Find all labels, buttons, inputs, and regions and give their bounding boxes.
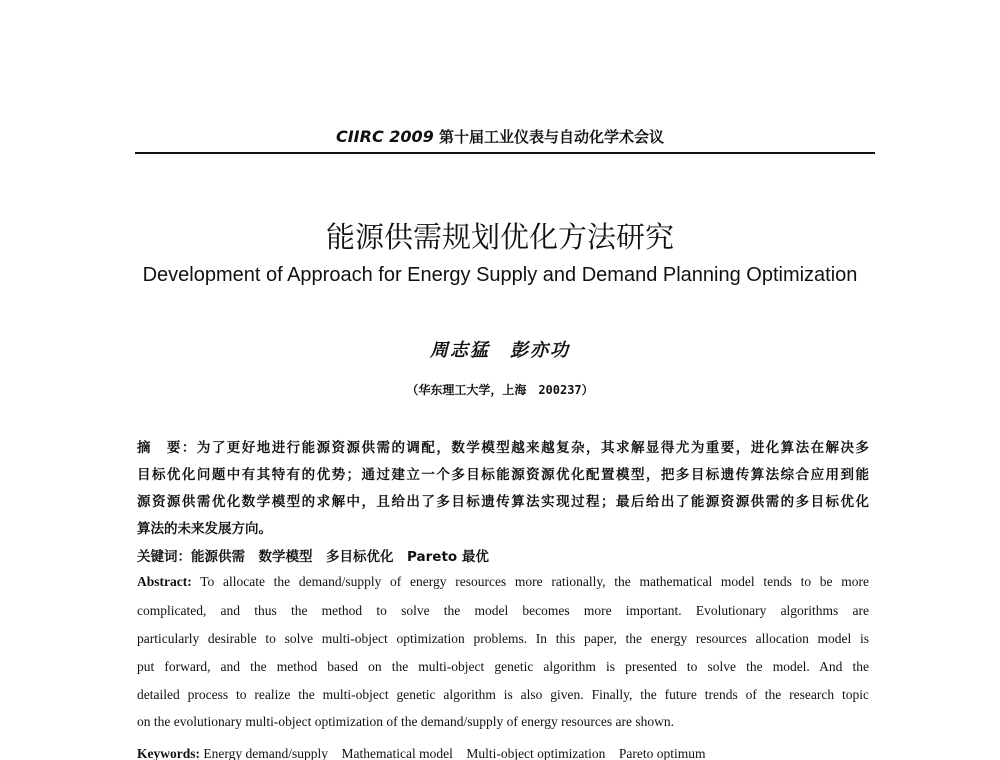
abstract-cn-line: 源资源供需优化数学模型的求解中，且给出了多目标遗传算法实现过程；最后给出了能源资源供需的多目标优化 [137, 494, 869, 510]
abstract-en-label: Abstract: [137, 574, 192, 589]
abstract-en-line: complicated, and thus the method to solve the model becomes more important. Evolutionary algorithms are [137, 603, 869, 618]
conference-header [0, 126, 1000, 147]
keywords-en-label: Keywords: [137, 746, 200, 760]
keywords-en [137, 742, 869, 760]
abstract-cn-line: 目标优化问题中有其特有的优势；通过建立一个多目标能源资源优化配置模型，把多目标遗传算法综合应用到能 [137, 467, 869, 483]
abstract-cn-line [137, 436, 869, 456]
title-english: Development of Approach for Energy Supply and Demand Planning Optimization [142, 264, 858, 286]
conference-logo: CIIRC 2009 [335, 127, 434, 146]
abstract-en-line: put forward, and the method based on the multi-object genetic algorithm is presented to solve the model. And the [137, 659, 869, 674]
keywords-cn-label: 关键词： [137, 549, 191, 565]
abstract-cn-label: 摘 要： [137, 440, 197, 456]
authors: 周志猛 彭亦功 [430, 340, 570, 361]
keywords-cn-text: 能源供需 数学模型 多目标优化 Pareto 最优 [191, 549, 489, 565]
abstract-en-line: particularly desirable to solve multi-object optimization problems. In this paper, the energy resources allocation model is [137, 631, 869, 646]
abstract-en-text: To allocate the demand/supply of energy resources more rationally, the mathematical model tends to be more [200, 574, 869, 589]
header-rule [135, 152, 875, 154]
abstract-cn-line: 算法的未来发展方向。 [137, 521, 272, 537]
title-chinese: 能源供需规划优化方法研究 [325, 220, 674, 254]
abstract-en-line: on the evolutionary multi-object optimization of the demand/supply of energy resources are shown. [137, 714, 674, 729]
affiliation: （华东理工大学，上海 200237） [406, 383, 594, 397]
abstract-cn-text: 为了更好地进行能源资源供需的调配，数学模型越来越复杂，其求解显得尤为重要，进化算法在解决多 [196, 440, 869, 456]
abstract-en-line: detailed process to realize the multi-object genetic algorithm is also given. Finally, the future trends of the research topic [137, 687, 869, 702]
keywords-en-text: Energy demand/supply Mathematical model Multi-object optimization Pareto optimum [203, 746, 706, 760]
abstract-en-line [137, 574, 869, 590]
keywords-cn [137, 545, 869, 565]
conference-name: 第十届工业仪表与自动化学术会议 [439, 128, 665, 146]
